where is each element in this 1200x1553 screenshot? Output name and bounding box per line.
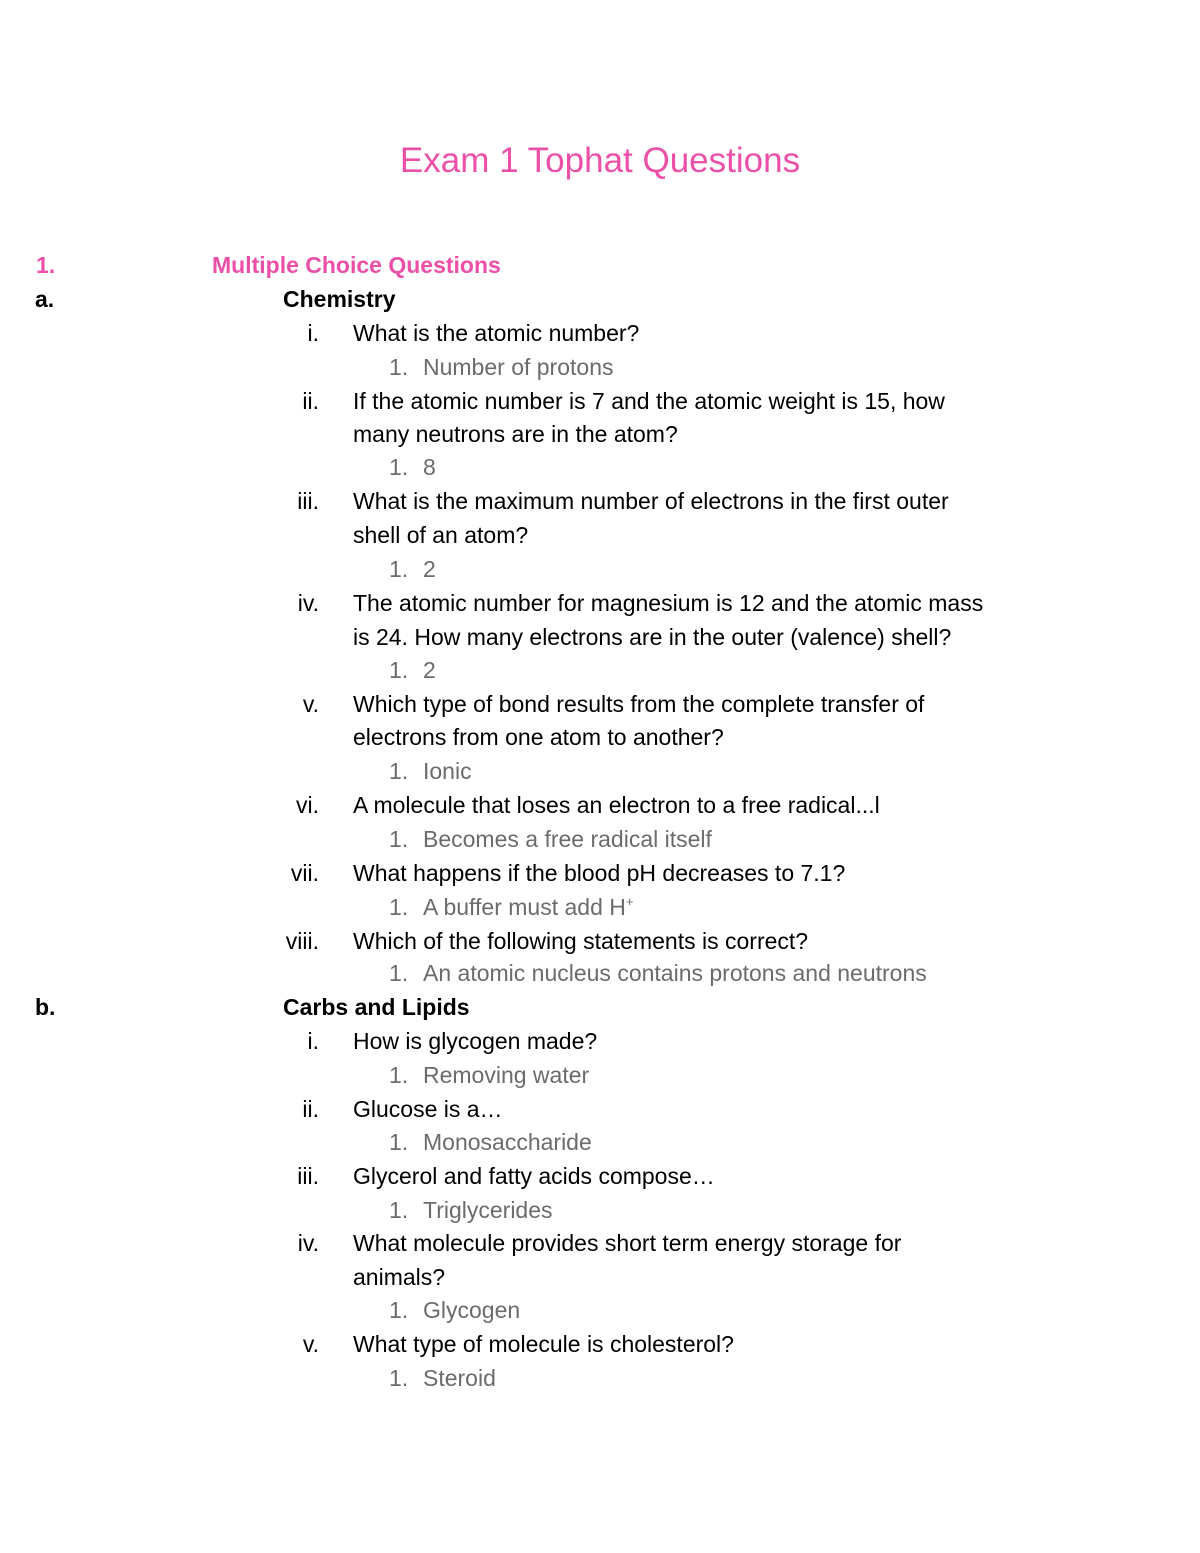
section-heading-text: Multiple Choice Questions (212, 252, 501, 278)
question-numeral: iv. (297, 1230, 319, 1256)
question-numeral: viii. (285, 928, 319, 954)
question-numeral: v. (302, 691, 319, 717)
question-text: What is the atomic number? (353, 320, 640, 346)
answer-main: A buffer must add H (423, 894, 626, 920)
answer-text: 8 (423, 454, 436, 480)
answer-text: Becomes a free radical itself (423, 826, 712, 852)
answer-text: Number of protons (423, 354, 614, 380)
superscript-charge: + (625, 894, 634, 909)
subsection-heading-text: Carbs and Lipids (283, 994, 470, 1020)
answer-number: 1. (389, 758, 409, 784)
answer-text: Removing water (423, 1062, 590, 1088)
answer-number: 1. (389, 556, 409, 582)
answer-text: Steroid (423, 1365, 496, 1391)
answer-number: 1. (389, 826, 409, 852)
question-text: Which type of bond results from the complete transfer of (353, 691, 925, 717)
question-text: electrons from one atom to another? (353, 724, 724, 750)
question-text: What molecule provides short term energy storage for (353, 1230, 902, 1256)
answer-text: Glycogen (423, 1297, 521, 1323)
answer-number: 1. (389, 894, 409, 920)
answer-text (423, 890, 633, 924)
question-text: shell of an atom? (353, 522, 529, 548)
question-numeral: vii. (290, 860, 319, 886)
answer-text: Ionic (423, 758, 472, 784)
answer-number: 1. (389, 1129, 409, 1155)
answer-text: Triglycerides (423, 1197, 553, 1223)
question-numeral: iv. (297, 590, 319, 616)
question-numeral: iii. (297, 488, 319, 514)
answer-number: 1. (389, 960, 409, 986)
answer-number: 1. (389, 354, 409, 380)
question-text: is 24. How many electrons are in the outer (valence) shell? (353, 624, 952, 650)
question-text: How is glycogen made? (353, 1028, 598, 1054)
answer-number: 1. (389, 657, 409, 683)
question-text: many neutrons are in the atom? (353, 421, 678, 447)
answer-number: 1. (389, 1197, 409, 1223)
question-numeral: i. (307, 320, 319, 346)
question-text: The atomic number for magnesium is 12 and the atomic mass (353, 590, 984, 616)
answer-text: 2 (423, 657, 436, 683)
question-text: Glucose is a… (353, 1096, 503, 1122)
question-text: If the atomic number is 7 and the atomic weight is 15, how (353, 388, 945, 414)
answer-number: 1. (389, 1297, 409, 1323)
answer-text: Monosaccharide (423, 1129, 592, 1155)
question-numeral: ii. (302, 1096, 319, 1122)
answer-number: 1. (389, 454, 409, 480)
answer-text: An atomic nucleus contains protons and neutrons (423, 960, 927, 986)
answer-number: 1. (389, 1365, 409, 1391)
question-text: animals? (353, 1264, 446, 1290)
answer-number: 1. (389, 1062, 409, 1088)
list-letter: b. (35, 994, 56, 1020)
question-text: A molecule that loses an electron to a free radical...l (353, 792, 880, 818)
question-text: What happens if the blood pH decreases to 7.1? (353, 860, 846, 886)
answer-text: 2 (423, 556, 436, 582)
question-numeral: vi. (296, 792, 319, 818)
question-text: What type of molecule is cholesterol? (353, 1331, 734, 1357)
subsection-heading-text: Chemistry (283, 286, 396, 312)
document-title: Exam 1 Tophat Questions (399, 141, 801, 180)
list-number: 1. (36, 252, 56, 278)
question-numeral: i. (307, 1028, 319, 1054)
question-numeral: iii. (297, 1163, 319, 1189)
question-numeral: v. (302, 1331, 319, 1357)
question-numeral: ii. (302, 388, 319, 414)
question-text: Which of the following statements is correct? (353, 928, 809, 954)
question-text: What is the maximum number of electrons in the first outer (353, 488, 949, 514)
list-letter: a. (35, 286, 55, 312)
question-text: Glycerol and fatty acids compose… (353, 1163, 715, 1189)
